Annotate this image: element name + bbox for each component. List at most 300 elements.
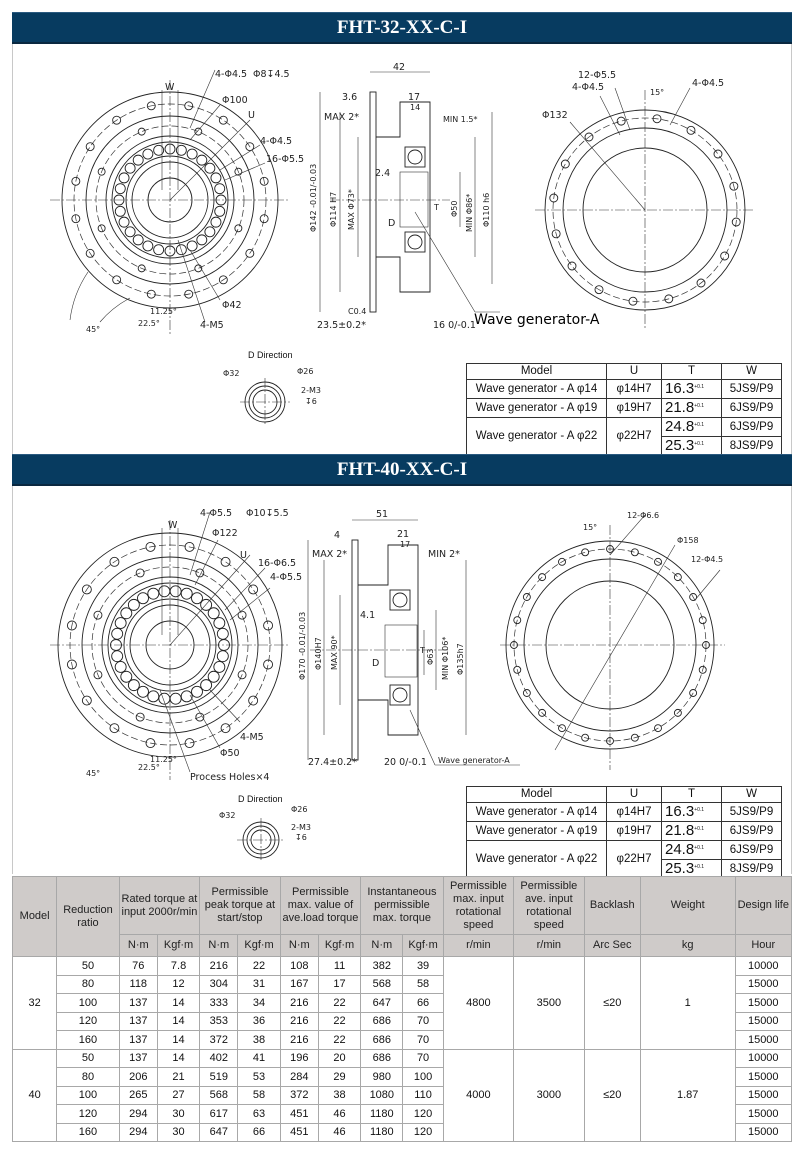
unit: Kgf·m — [238, 935, 280, 957]
t-value: 25.3 — [665, 860, 695, 877]
dim-label: Φ110 h6 — [482, 192, 491, 227]
bolt-hole-shape — [264, 621, 273, 630]
dim-label: 17 — [408, 92, 421, 103]
cell-value: 100 — [57, 994, 119, 1013]
cell-backlash: ≤20 — [584, 1049, 640, 1142]
unit: r/min — [443, 935, 513, 957]
t-value: 16.3 — [665, 380, 695, 397]
cell-value: 265 — [119, 1086, 157, 1105]
cell-model: Wave generator - A φ19 — [467, 399, 607, 418]
dim-label: 23.5±0.2* — [317, 320, 366, 331]
cell-value: 118 — [119, 975, 157, 994]
dim-label: U — [248, 110, 255, 121]
table-row — [467, 803, 782, 822]
wave-generator-table-40 — [466, 786, 782, 879]
table-header-row — [467, 787, 782, 803]
dim-label: 2-M3 — [291, 823, 311, 832]
tolerance: +0.1 — [694, 826, 705, 832]
header-model: Model — [467, 787, 607, 803]
roller-shape — [170, 586, 181, 597]
roller-shape — [115, 206, 125, 216]
header-peak: Permissible peak torque at start/stop — [200, 877, 281, 935]
cell-value: 100 — [57, 1086, 119, 1105]
roller-shape — [217, 651, 228, 662]
cell-t — [662, 380, 722, 399]
dim-label: 12-Φ4.5 — [691, 555, 724, 564]
roller-shape — [214, 618, 225, 629]
dim-label: 42 — [393, 62, 406, 73]
cell-design-life: 15000 — [735, 1012, 791, 1031]
header-ave-load: Permissible max. value of ave.load torque — [280, 877, 361, 935]
cell-value: 137 — [119, 1031, 157, 1050]
t-value: 25.3 — [665, 437, 695, 454]
bolt-hole-shape — [264, 660, 273, 669]
dim-label: W — [168, 520, 178, 531]
cell-value: 568 — [361, 975, 403, 994]
roller-shape — [148, 691, 159, 702]
cell-value: 50 — [57, 957, 119, 976]
section-title-fht-40: FHT-40-XX-C-I — [12, 454, 792, 486]
t-value: 21.8 — [665, 399, 695, 416]
bolt-hole-shape — [147, 290, 155, 298]
header-max-speed: Permissible max. input rotational speed — [443, 877, 513, 935]
cell-value: 519 — [200, 1068, 238, 1087]
spec-table-body — [13, 957, 792, 1142]
roller-shape — [133, 235, 143, 245]
bolt-hole-shape — [219, 116, 227, 124]
dim-label: Φ158 — [677, 536, 699, 545]
dim-label: Φ42 — [222, 300, 242, 311]
cell-model: Wave generator - A φ22 — [467, 841, 607, 879]
unit: kg — [640, 935, 735, 957]
dim-label: T — [434, 203, 439, 212]
cell-value: 382 — [361, 957, 403, 976]
table-row — [467, 418, 782, 437]
cell-model: Wave generator - A φ22 — [467, 418, 607, 456]
unit: Kgf·m — [318, 935, 360, 957]
cell-value: 402 — [200, 1049, 238, 1068]
dim-label: Φ100 — [222, 95, 248, 106]
bolt-hole-shape — [185, 739, 194, 748]
unit: N·m — [200, 935, 238, 957]
dim-label: C0.4 — [348, 307, 367, 316]
cell-u: φ22H7 — [607, 418, 662, 456]
cell-value: 100 — [403, 1068, 443, 1087]
header-t: T — [662, 787, 722, 803]
header-inst: Instantaneous permissible max. torque — [361, 877, 444, 935]
tolerance: +0.1 — [694, 845, 705, 851]
bolt-hole-shape — [699, 617, 706, 624]
roller-shape — [187, 149, 197, 159]
cell-w: 5JS9/P9 — [722, 380, 782, 399]
table-row — [467, 380, 782, 399]
cell-ave-speed: 3000 — [514, 1049, 584, 1142]
cell-value: 372 — [200, 1031, 238, 1050]
cell-model: Wave generator - A φ19 — [467, 822, 607, 841]
dim-label: MAX 2* — [324, 112, 360, 123]
dim-label: 11.25° — [150, 307, 177, 316]
cell-max-speed: 4000 — [443, 1049, 513, 1142]
d-direction-drawing-40 — [215, 800, 335, 870]
table-header-row — [467, 364, 782, 380]
dim-label: 16-Φ5.5 — [266, 154, 305, 165]
cell-value: 617 — [200, 1105, 238, 1124]
cell-value: 46 — [318, 1123, 360, 1142]
cell-value: 22 — [318, 1012, 360, 1031]
dim-label: Φ32 — [223, 369, 240, 378]
dim-label: 4-Φ5.5 — [270, 572, 303, 583]
cell-u: φ14H7 — [607, 380, 662, 399]
bolt-hole-shape — [568, 262, 576, 270]
cell-value: 70 — [403, 1031, 443, 1050]
bolt-hole-shape — [235, 225, 242, 232]
dim-label: 4-Φ5.5 — [200, 508, 233, 519]
unit: Kgf·m — [403, 935, 443, 957]
roller-shape — [128, 599, 139, 610]
cell-value: 206 — [119, 1068, 157, 1087]
dim-label: 21 — [397, 529, 410, 540]
cell-value: 46 — [318, 1105, 360, 1124]
dim-label: 4 — [334, 530, 341, 541]
tolerance: +0.1 — [694, 807, 705, 813]
dim-label: 12-Φ6.6 — [627, 511, 660, 520]
dim-label: 15° — [583, 523, 598, 532]
dim-label: 51 — [376, 509, 389, 520]
cell-value: 80 — [57, 1068, 119, 1087]
dim-label: MIN 2* — [428, 549, 460, 560]
dim-label: Φ140H7 — [314, 637, 323, 670]
wave-generator-callout: Wave generator-A — [438, 756, 510, 765]
cell-u: φ14H7 — [607, 803, 662, 822]
cell-t — [662, 399, 722, 418]
bolt-hole-shape — [721, 252, 729, 260]
wave-generator-table-32 — [466, 363, 782, 456]
cell-design-life: 15000 — [735, 1068, 791, 1087]
dim-label: Φ170 -0.01/-0.03 — [298, 611, 307, 680]
cell-value: 41 — [238, 1049, 280, 1068]
roller-shape — [197, 235, 207, 245]
cell-value: 22 — [238, 957, 280, 976]
d-direction-title: D Direction — [238, 794, 283, 804]
front-view-drawing-32 — [40, 60, 310, 340]
cell-value: 29 — [318, 1068, 360, 1087]
cell-value: 216 — [280, 994, 318, 1013]
header-life: Design life — [735, 877, 791, 935]
cell-value: 7.8 — [157, 957, 199, 976]
cell-value: 22 — [318, 994, 360, 1013]
roller-shape — [125, 163, 135, 173]
tolerance: +0.1 — [694, 441, 705, 447]
bolt-hole-shape — [138, 128, 145, 135]
roller-shape — [211, 173, 221, 183]
d-direction-drawing-32 — [215, 360, 335, 440]
cell-value: 21 — [157, 1068, 199, 1087]
cell-value: 120 — [57, 1105, 119, 1124]
cell-w: 8JS9/P9 — [722, 860, 782, 879]
cell-value: 647 — [200, 1123, 238, 1142]
cell-value: 1180 — [361, 1105, 403, 1124]
cell-value: 53 — [238, 1068, 280, 1087]
unit: Arc Sec — [584, 935, 640, 957]
cell-value: 38 — [238, 1031, 280, 1050]
dim-label: 4.1 — [360, 610, 376, 621]
cell-design-life: 15000 — [735, 1031, 791, 1050]
bolt-hole-shape — [617, 117, 625, 125]
roller-shape — [121, 671, 132, 682]
dim-label: 45° — [86, 769, 101, 778]
cell-value: 58 — [403, 975, 443, 994]
cell-u: φ19H7 — [607, 399, 662, 418]
dim-label: Φ10↧5.5 — [246, 508, 289, 519]
dim-label: 4-M5 — [240, 732, 264, 743]
cell-backlash: ≤20 — [584, 957, 640, 1050]
spec-table — [12, 876, 792, 1142]
dim-label: 20 0/-0.1 — [384, 757, 427, 768]
cell-value: 50 — [57, 1049, 119, 1068]
cell-w: 6JS9/P9 — [722, 841, 782, 860]
dim-label: W — [165, 82, 175, 93]
cell-value: 137 — [119, 1012, 157, 1031]
tolerance: +0.1 — [694, 384, 705, 390]
roller-shape — [119, 217, 129, 227]
cell-value: 160 — [57, 1031, 119, 1050]
cell-t — [662, 803, 722, 822]
dim-label: Φ26 — [291, 805, 308, 814]
bolt-hole-shape — [72, 177, 80, 185]
cell-value: 1080 — [361, 1086, 403, 1105]
dim-label: 17 — [400, 540, 411, 549]
cell-t — [662, 841, 722, 860]
cell-value: 333 — [200, 994, 238, 1013]
roller-shape — [170, 693, 181, 704]
dim-label: MAX 2* — [312, 549, 348, 560]
cell-design-life: 15000 — [735, 994, 791, 1013]
cell-w: 6JS9/P9 — [722, 822, 782, 841]
wave-generator-callout: Wave generator-A — [474, 312, 600, 328]
roller-shape — [119, 173, 129, 183]
tolerance: +0.1 — [694, 403, 705, 409]
cell-w: 8JS9/P9 — [722, 437, 782, 456]
dim-label: Φ63 — [426, 648, 435, 665]
cell-value: 66 — [238, 1123, 280, 1142]
cell-value: 304 — [200, 975, 238, 994]
table-row — [13, 1049, 792, 1068]
roller-shape — [208, 608, 219, 619]
unit: N·m — [119, 935, 157, 957]
cell-value: 17 — [318, 975, 360, 994]
cell-t — [662, 822, 722, 841]
section-title-fht-32: FHT-32-XX-C-I — [12, 12, 792, 44]
header-ave-speed: Permissible ave. input rotational speed — [514, 877, 584, 935]
bolt-hole-shape — [260, 215, 268, 223]
dim-label: 15° — [650, 88, 665, 97]
roller-shape — [143, 149, 153, 159]
dim-label: Φ142 -0.01/-0.03 — [309, 163, 318, 232]
dim-label: Φ8↧4.5 — [253, 69, 290, 80]
dim-label: MIN Φ106* — [441, 636, 450, 680]
cell-value: 22 — [318, 1031, 360, 1050]
dim-label: 22.5° — [138, 763, 160, 772]
dim-label: Φ26 — [297, 367, 314, 376]
cell-value: 63 — [238, 1105, 280, 1124]
cell-design-life: 10000 — [735, 1049, 791, 1068]
cell-value: 216 — [280, 1012, 318, 1031]
cell-value: 14 — [157, 1031, 199, 1050]
cell-value: 137 — [119, 1049, 157, 1068]
table-row — [13, 957, 792, 976]
cell-value: 70 — [403, 1049, 443, 1068]
dim-label: 11.25° — [150, 755, 177, 764]
cell-weight: 1 — [640, 957, 735, 1050]
cell-value: 568 — [200, 1086, 238, 1105]
cell-value: 70 — [403, 1012, 443, 1031]
cell-value: 451 — [280, 1123, 318, 1142]
cell-w: 6JS9/P9 — [722, 418, 782, 437]
dim-label: MIN 1.5* — [443, 115, 478, 124]
cell-design-life: 15000 — [735, 1105, 791, 1124]
cell-value: 76 — [119, 957, 157, 976]
cell-value: 31 — [238, 975, 280, 994]
header-w: W — [722, 364, 782, 380]
cell-w: 5JS9/P9 — [722, 803, 782, 822]
cell-design-life: 15000 — [735, 975, 791, 994]
t-value: 24.8 — [665, 841, 695, 858]
roller-shape — [115, 184, 125, 194]
dim-label: 2.4 — [375, 168, 391, 179]
cell-model: Wave generator - A φ14 — [467, 380, 607, 399]
cell-u: φ22H7 — [607, 841, 662, 879]
roller-shape — [201, 680, 212, 691]
header-u: U — [607, 787, 662, 803]
header-model: Model — [467, 364, 607, 380]
back-view-geometry — [500, 515, 725, 770]
cell-value: 686 — [361, 1012, 403, 1031]
dim-label: D — [388, 218, 396, 229]
cell-value: 216 — [280, 1031, 318, 1050]
roller-shape — [217, 628, 228, 639]
header-model: Model — [13, 877, 57, 957]
cell-value: 294 — [119, 1105, 157, 1124]
dim-label: 16 0/-0.1 — [433, 320, 476, 331]
bolt-hole-shape — [86, 143, 94, 151]
dim-label: Φ114 H7 — [329, 191, 338, 227]
dim-label: ↧6 — [295, 833, 307, 842]
cell-value: 20 — [318, 1049, 360, 1068]
cell-value: 38 — [318, 1086, 360, 1105]
unit: Kgf·m — [157, 935, 199, 957]
tolerance: +0.1 — [694, 864, 705, 870]
cell-value: 66 — [403, 994, 443, 1013]
cell-value: 30 — [157, 1123, 199, 1142]
cell-value: 294 — [119, 1123, 157, 1142]
dim-label: 2-M3 — [301, 386, 321, 395]
bolt-hole-shape — [221, 557, 230, 566]
roller-shape — [154, 245, 164, 255]
table-row — [467, 841, 782, 860]
back-view-drawing-40 — [495, 500, 775, 780]
roller-shape — [138, 686, 149, 697]
cell-value: 58 — [238, 1086, 280, 1105]
dim-label: 14 — [410, 103, 421, 112]
cell-w: 6JS9/P9 — [722, 399, 782, 418]
roller-shape — [211, 217, 221, 227]
dim-label: Φ50 — [220, 748, 240, 759]
bolt-hole-shape — [221, 724, 230, 733]
table-row — [467, 399, 782, 418]
dim-label: 4-Φ4.5 — [260, 136, 293, 147]
cell-value: 451 — [280, 1105, 318, 1124]
dim-label: ↧6 — [305, 397, 317, 406]
dim-label: MIN Φ86* — [465, 193, 474, 232]
cell-value: 14 — [157, 994, 199, 1013]
roller-shape — [112, 651, 123, 662]
roller-shape — [215, 206, 225, 216]
cell-value: 686 — [361, 1049, 403, 1068]
dim-label: MAX Φ73* — [347, 189, 356, 230]
cell-value: 11 — [318, 957, 360, 976]
cell-value: 14 — [157, 1012, 199, 1031]
dim-label: 4-Φ4.5 — [215, 69, 248, 80]
roller-shape — [115, 618, 126, 629]
roller-shape — [187, 241, 197, 251]
cell-value: 686 — [361, 1031, 403, 1050]
dim-label: 4-M5 — [200, 320, 224, 331]
cell-t — [662, 437, 722, 456]
cell-value: 108 — [280, 957, 318, 976]
t-value: 21.8 — [665, 822, 695, 839]
dim-label: U — [240, 550, 247, 561]
roller-shape — [143, 241, 153, 251]
cell-value: 30 — [157, 1105, 199, 1124]
cell-value: 36 — [238, 1012, 280, 1031]
cell-ave-speed: 3500 — [514, 957, 584, 1050]
tolerance: +0.1 — [694, 422, 705, 428]
roller-shape — [192, 593, 203, 604]
dim-label: Φ50 — [450, 200, 459, 217]
dim-label: 22.5° — [138, 319, 160, 328]
cell-t — [662, 418, 722, 437]
table-row — [467, 822, 782, 841]
roller-shape — [192, 686, 203, 697]
cell-design-life: 15000 — [735, 1123, 791, 1142]
cell-design-life: 15000 — [735, 1086, 791, 1105]
dim-label: T — [420, 646, 425, 655]
dim-label: 16-Φ6.5 — [258, 558, 297, 569]
roller-shape — [159, 586, 170, 597]
dim-label: Φ135h7 — [456, 643, 465, 675]
cell-weight: 1.87 — [640, 1049, 735, 1142]
roller-shape — [125, 227, 135, 237]
bolt-hole-shape — [249, 696, 258, 705]
bolt-hole-shape — [113, 276, 121, 284]
bolt-hole-shape — [195, 128, 202, 135]
cell-value: 34 — [238, 994, 280, 1013]
bolt-hole-shape — [249, 585, 258, 594]
roller-shape — [205, 227, 215, 237]
cell-value: 39 — [403, 957, 443, 976]
d-direction-title: D Direction — [248, 350, 293, 360]
cell-value: 14 — [157, 1049, 199, 1068]
cell-value: 120 — [403, 1105, 443, 1124]
cell-value: 160 — [57, 1123, 119, 1142]
dim-label: Process Holes×4 — [190, 772, 270, 783]
cell-value: 167 — [280, 975, 318, 994]
dim-label: Φ122 — [212, 528, 238, 539]
back-view-drawing-32 — [530, 60, 780, 340]
cell-max-speed: 4800 — [443, 957, 513, 1050]
t-value: 24.8 — [665, 418, 695, 435]
header-rated: Rated torque at input 2000r/min — [119, 877, 200, 935]
